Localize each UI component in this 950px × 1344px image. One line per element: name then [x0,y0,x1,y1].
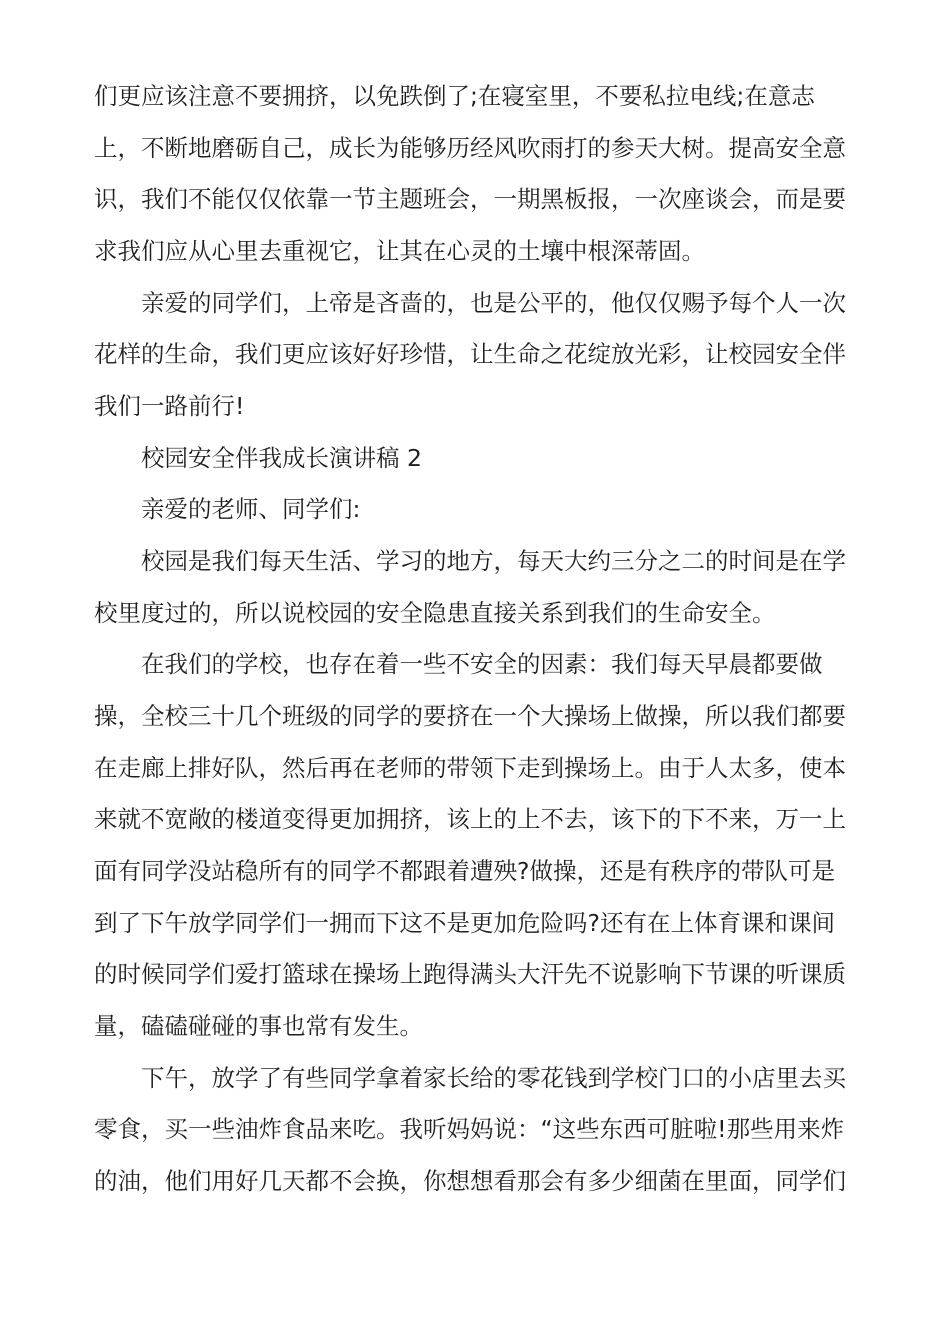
text-line: 识，我们不能仅仅依靠一节主题班会，一期黑板报，一次座谈会，而是要 [94,185,846,213]
section-heading: 校园安全伴我成长演讲稿 2 [141,444,422,472]
text-line: 到了下午放学同学们一拥而下这不是更加危险吗?还有在上体育课和课间 [94,909,835,937]
text-line: 零食，买一些油炸食品来吃。我听妈妈说：“这些东西可脏啦!那些用来炸 [94,1115,845,1143]
paragraph-first-line: 亲爱的同学们，上帝是吝啬的，也是公平的，他仅仅赐予每个人一次 [141,289,846,317]
text-line: 们更应该注意不要拥挤，以免跌倒了;在寝室里，不要私拉电线;在意志 [94,82,815,110]
text-line: 来就不宽敞的楼道变得更加拥挤，该上的上不去，该下的下不来，万一上 [94,805,846,833]
text-line: 量，磕磕碰碰的事也常有发生。 [94,1012,423,1040]
text-line: 花样的生命，我们更应该好好珍惜，让生命之花绽放光彩，让校园安全伴 [94,340,846,368]
text-line: 的时候同学们爱打篮球在操场上跑得满头大汗先不说影响下节课的听课质 [94,960,846,988]
paragraph-first-line: 下午，放学了有些同学拿着家长给的零花钱到学校门口的小店里去买 [141,1064,846,1092]
text-line: 操，全校三十几个班级的同学的要挤在一个大操场上做操，所以我们都要 [94,702,846,730]
text-line: 面有同学没站稳所有的同学不都跟着遭殃?做操，还是有秩序的带队可是 [94,857,835,885]
text-line: 我们一路前行! [94,392,245,420]
text-line: 上，不断地磨砺自己，成长为能够历经风吹雨打的参天大树。提高安全意 [94,134,846,162]
text-line: 求我们应从心里去重视它，让其在心灵的土壤中根深蒂固。 [94,237,705,265]
text-line: 的油，他们用好几天都不会换，你想想看那会有多少细菌在里面，同学们 [94,1167,846,1195]
text-line: 在走廊上排好队，然后再在老师的带领下走到操场上。由于人太多，使本 [94,754,846,782]
text-line: 校里度过的，所以说校园的安全隐患直接关系到我们的生命安全。 [94,599,776,627]
salutation: 亲爱的老师、同学们: [141,495,361,523]
paragraph-first-line: 在我们的学校，也存在着一些不安全的因素：我们每天早晨都要做 [141,650,823,678]
paragraph-first-line: 校园是我们每天生活、学习的地方，每天大约三分之二的时间是在学 [141,547,846,575]
